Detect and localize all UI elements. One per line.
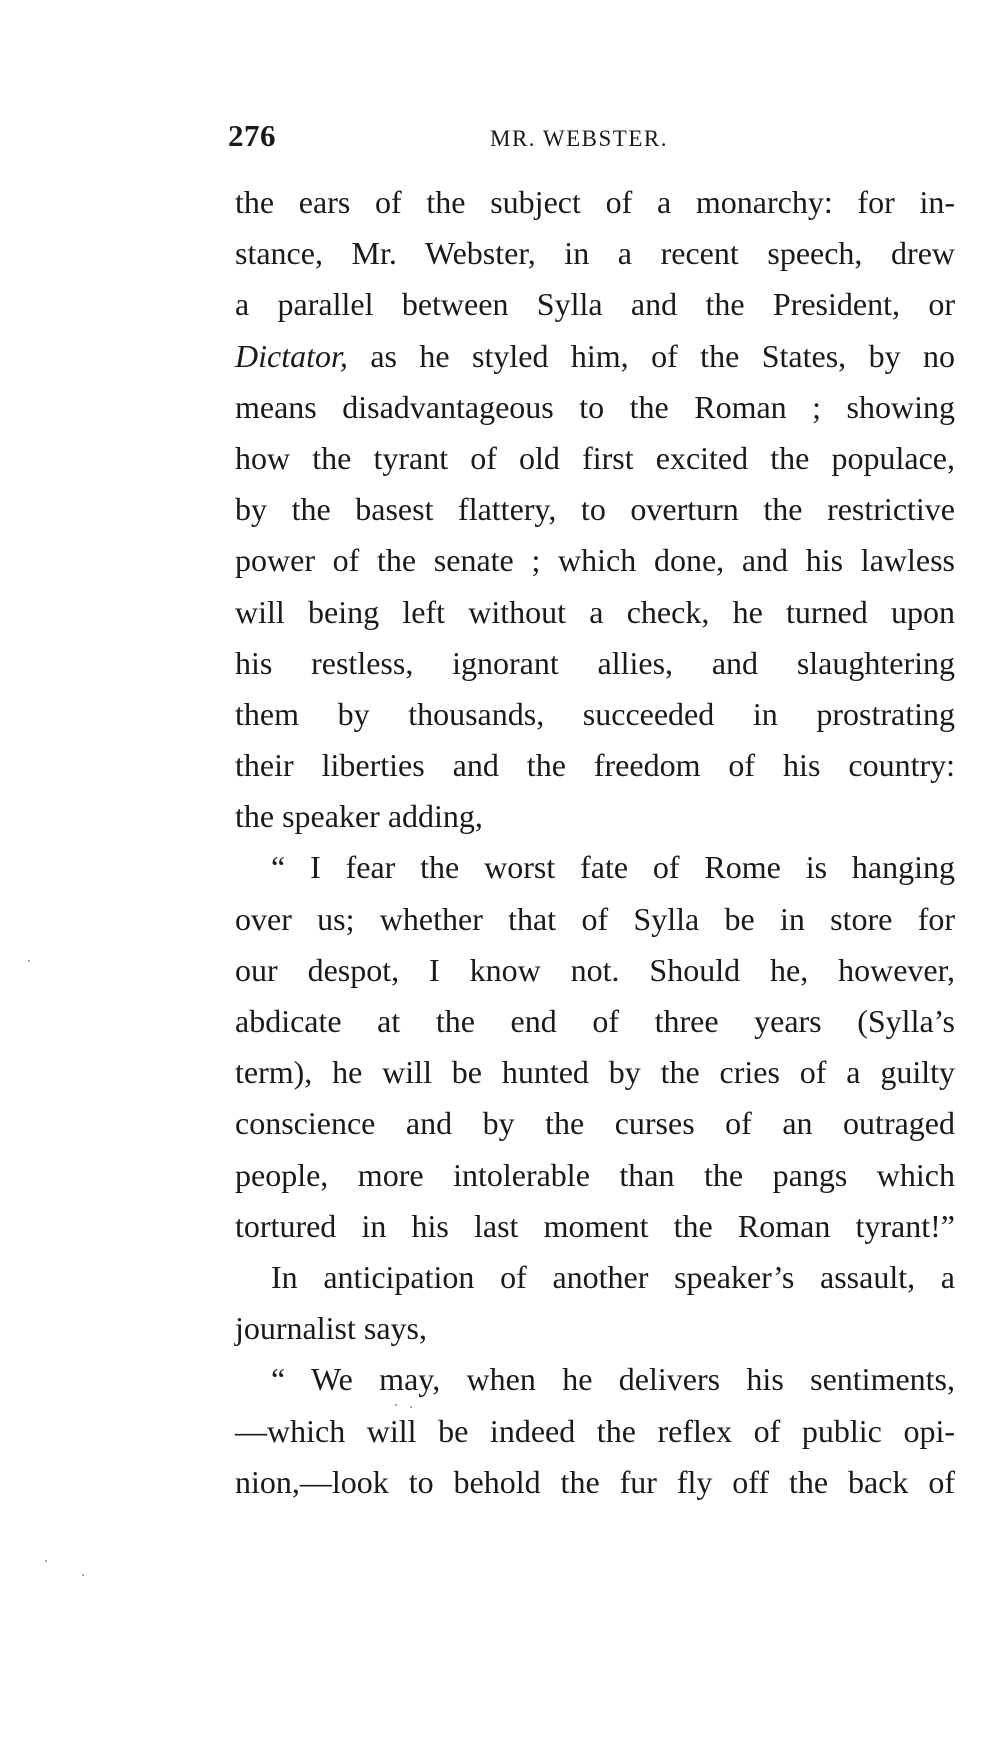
text-line: our despot, I know not. Should he, however, [235, 951, 955, 988]
text-line: their liberties and the freedom of his country: [235, 747, 955, 784]
text-line: the speaker adding, [235, 798, 483, 835]
text-line: —which will be indeed the reflex of public opi- [235, 1412, 955, 1449]
page-header [228, 118, 955, 158]
body-text [235, 177, 955, 1508]
text-line: conscience and by the curses of an outraged [235, 1105, 955, 1142]
text-line: how the tyrant of old first excited the populace, [235, 439, 955, 476]
paper-speck [45, 1560, 47, 1562]
running-head: MR. WEBSTER. [490, 126, 668, 151]
text-line: “ We may, when he delivers his sentiments, [271, 1361, 955, 1398]
text-line: journalist says, [235, 1310, 427, 1347]
paper-speck [410, 1406, 412, 1408]
text-line: In anticipation of another speaker’s assault, a [271, 1258, 955, 1295]
text-line: over us; whether that of Sylla be in store for [235, 900, 955, 937]
text-line: term), he will be hunted by the cries of a guilty [235, 1054, 955, 1091]
paper-speck [28, 960, 30, 962]
text-line: means disadvantageous to the Roman ; showing [235, 388, 955, 425]
text-line: his restless, ignorant allies, and slaughtering [235, 644, 955, 681]
text-line: abdicate at the end of three years (Sylla’s [235, 1003, 955, 1039]
page-number: 276 [228, 118, 276, 153]
text-line: tortured in his last moment the Roman tyrant!” [235, 1207, 955, 1244]
text-line [235, 331, 955, 382]
text-line: people, more intolerable than the pangs which [235, 1156, 955, 1193]
text-line: by the basest flattery, to overturn the restrictive [235, 491, 955, 528]
text-line: them by thousands, succeeded in prostrating [235, 695, 955, 732]
paper-speck [395, 1404, 397, 1406]
text-segment: as he styled him, of the States, by no [347, 337, 955, 374]
text-line: “ I fear the worst fate of Rome is hanging [271, 849, 955, 886]
paper-speck [82, 1574, 84, 1576]
text-line: power of the senate ; which done, and his lawless [235, 542, 955, 579]
text-line: stance, Mr. Webster, in a recent speech, drew [235, 235, 955, 272]
italic-word: Dictator, [235, 337, 348, 374]
text-line: the ears of the subject of a monarchy: for in- [235, 184, 955, 220]
text-line: a parallel between Sylla and the President, or [235, 286, 955, 323]
text-line: nion,—look to behold the fur fly off the back of [235, 1463, 955, 1500]
text-line: will being left without a check, he turned upon [235, 593, 955, 630]
